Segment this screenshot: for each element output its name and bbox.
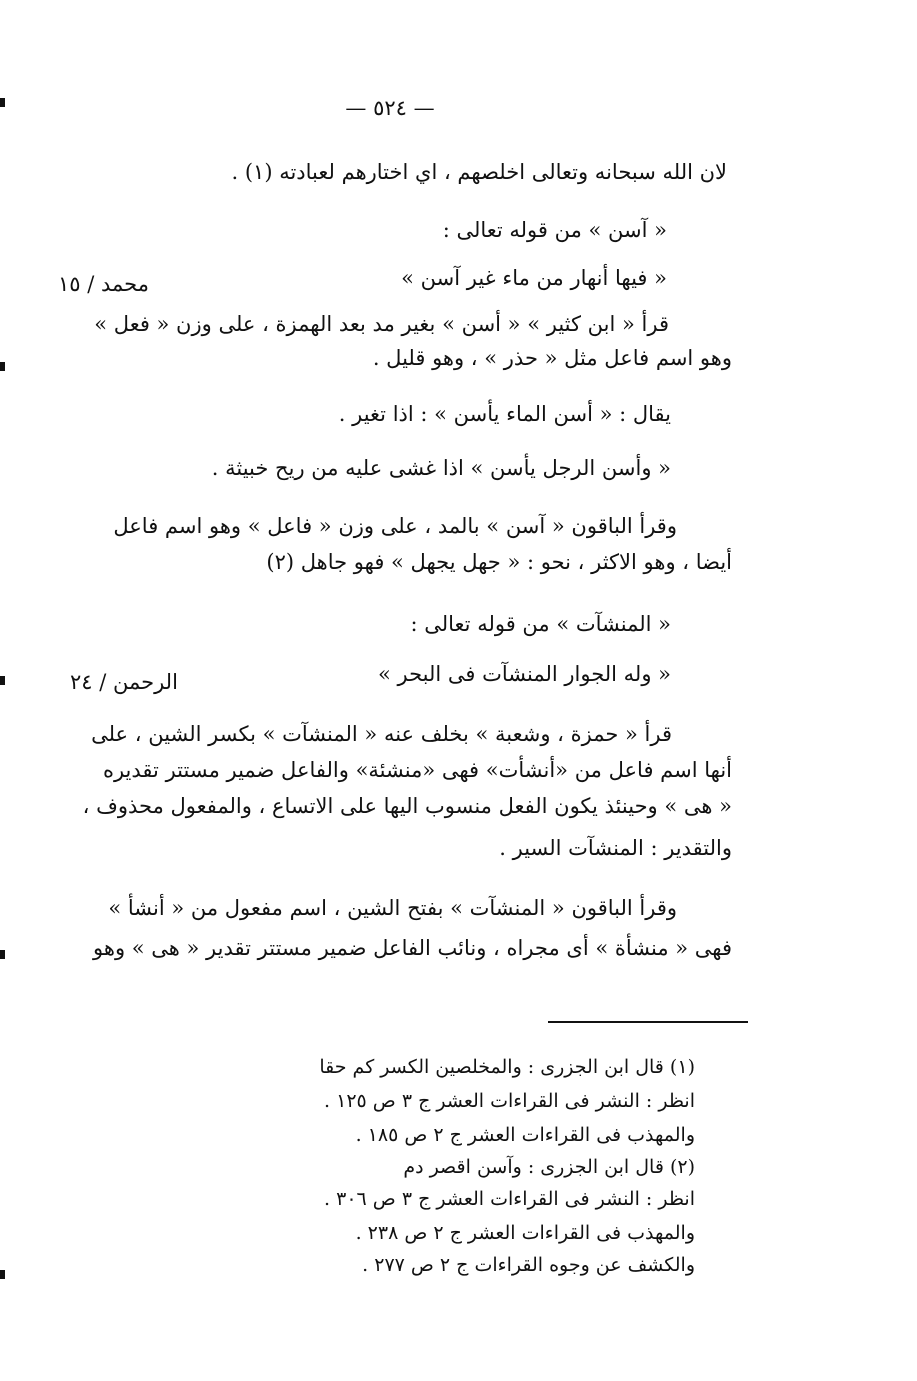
- body-line: أيضا ، وهو الاكثر ، نحو : « جهل يجهل » فهو جاهل (٢): [266, 550, 732, 574]
- body-line: « هى » وحينئذ يكون الفعل منسوب اليها على الاتساع ، والمفعول محذوف ،: [82, 794, 732, 818]
- body-line: يقال : « أسن الماء يأسن » : اذا تغير .: [338, 402, 671, 426]
- footnote-line: انظر : النشر فى القراءات العشر ج ٣ ص ١٢٥ .: [324, 1090, 695, 1112]
- body-line: « وأسن الرجل يأسن » اذا غشى عليه من ريح خبيثة .: [211, 456, 671, 480]
- scan-edge-mark: [0, 676, 5, 685]
- body-line: « وله الجوار المنشآت فى البحر »: [377, 662, 671, 686]
- body-line: والتقدير : المنشآت السير .: [499, 836, 732, 860]
- scan-edge-mark: [0, 950, 5, 959]
- scan-edge-mark: [0, 362, 5, 371]
- scan-edge-mark: [0, 98, 5, 107]
- body-line: « المنشآت » من قوله تعالى :: [410, 612, 671, 636]
- footnote-line: (٢) قال ابن الجزرى : وآسن اقصر دم: [403, 1156, 695, 1178]
- body-line: « فيها أنهار من ماء غير آسن »: [401, 266, 667, 290]
- footnote-line: والمهذب فى القراءات العشر ج ٢ ص ٢٣٨ .: [355, 1222, 695, 1244]
- verse-reference: الرحمن / ٢٤: [70, 670, 178, 694]
- body-line: قرأ « ابن كثير » « أسن » بغير مد بعد الهمزة ، على وزن « فعل »: [94, 312, 669, 336]
- verse-reference: محمد / ١٥: [58, 272, 149, 296]
- page-number: — ٥٢٤ —: [345, 96, 435, 120]
- footnote-line: انظر : النشر فى القراءات العشر ج ٣ ص ٣٠٦ .: [324, 1188, 695, 1210]
- body-line: أنها اسم فاعل من «أنشأت» فهى «منشئة» والفاعل ضمير مستتر تقديره: [102, 758, 732, 782]
- body-line: قرأ « حمزة ، وشعبة » بخلف عنه « المنشآت » بكسر الشين ، على: [91, 722, 672, 746]
- footnote-separator: [548, 1021, 748, 1023]
- body-line: فهى « منشأة » أى مجراه ، ونائب الفاعل ضمير مستتر تقدير « هى » وهو: [93, 936, 732, 960]
- footnote-line: والمهذب فى القراءات العشر ج ٢ ص ١٨٥ .: [355, 1124, 695, 1146]
- footnote-line: (١) قال ابن الجزرى : والمخلصين الكسر كم حقا: [319, 1056, 695, 1078]
- footnote-line: والكشف عن وجوه القراءات ج ٢ ص ٢٧٧ .: [362, 1254, 695, 1276]
- body-line: وهو اسم فاعل مثل « حذر » ، وهو قليل .: [372, 346, 732, 370]
- body-line: لان الله سبحانه وتعالى اخلصهم ، اي اختارهم لعبادته (١) .: [231, 160, 727, 184]
- scan-edge-mark: [0, 1270, 5, 1279]
- body-line: وقرأ الباقون « آسن » بالمد ، على وزن « فاعل » وهو اسم فاعل: [113, 514, 677, 538]
- body-line: وقرأ الباقون « المنشآت » بفتح الشين ، اسم مفعول من « أنشأ »: [108, 896, 677, 920]
- body-line: « آسن » من قوله تعالى :: [442, 218, 667, 242]
